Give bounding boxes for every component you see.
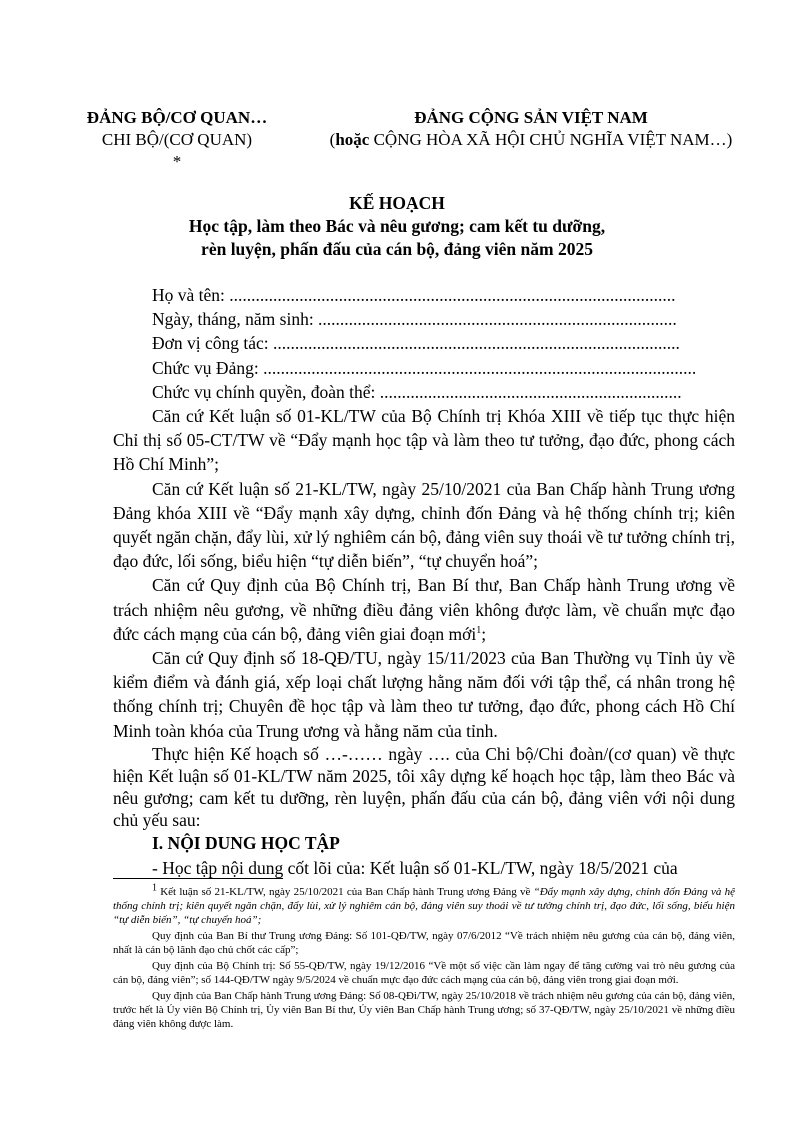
header-right: [290, 107, 772, 151]
basis-paragraph-3-text: Căn cứ Quy định của Bộ Chính trị, Ban Bí thư, Ban Chấp hành Trung ương về trách nhiệm nêu gương, về những điều đảng viên không được làm, về chuẩn mực đạo đức cách mạng của cán bộ, đảng viên giai đoạn mới: [113, 575, 735, 644]
subtitle-republic-name: CỘNG HÒA XÃ HỘI CHỦ NGHĨA VIỆT NAM…): [369, 130, 733, 149]
party-cell-name: CHI BỘ/(CƠ QUAN): [101, 130, 253, 149]
subtitle-open-paren: (: [329, 130, 336, 149]
national-subtitle: [290, 129, 772, 151]
field-work-unit: Đơn vị công tác: .............................................................................................: [152, 333, 680, 354]
title-line-3: rèn luyện, phấn đấu của cán bộ, đảng viên năm 2025: [201, 239, 593, 259]
field-government-position: Chức vụ chính quyền, đoàn thể: .....................................................................: [152, 381, 682, 402]
footnote-separator: [113, 878, 283, 879]
footnote-1: [113, 882, 735, 927]
document-title: [100, 192, 694, 261]
footnote-ref-1[interactable]: 1: [476, 625, 482, 637]
basis-paragraph-3-end: ;: [481, 623, 487, 644]
header-left: [60, 107, 294, 173]
footnote-2: Quy định của Ban Bí thư Trung ương Đảng: Số 101-QĐ/TW, ngày 07/6/2012 “Về trách nhiệm nêu gương của cán bộ, đảng viên, nhất là cán bộ lãnh đạo chủ chốt các cấp”;: [113, 930, 735, 956]
field-full-name: Họ và tên: ......................................................................................................: [152, 285, 676, 305]
implementation-paragraph: Thực hiện Kế hoạch số …-…… ngày …. của Chi bộ/Chi đoàn/(cơ quan) về thực hiện Kết luận số 01-KL/TW năm 2025, tôi xây dựng kế hoạch học tập, làm theo Bác và nêu gương; cam kết tu dưỡng, rèn luyện, phấn đấu của cán bộ, đảng viên với nội dung chủ yếu sau:: [113, 743, 735, 830]
basis-paragraph-3: [113, 573, 735, 646]
footnote-4: Quy định của Ban Chấp hành Trung ương Đảng: Số 08-QĐi/TW, ngày 25/10/2018 về trách nhiệm nêu gương của cán bộ, đảng viên, trước hết là Ủy viên Bộ Chính trị, Ủy viên Ban Bí thư, Ủy viên Ban Chấp hành Trung ương; số 37-QĐ/TW, ngày 25/10/2021 về những điều đảng viên không được làm.: [113, 990, 735, 1030]
national-title: ĐẢNG CỘNG SẢN VIỆT NAM: [414, 108, 648, 127]
party-committee-name: ĐẢNG BỘ/CƠ QUAN…: [86, 108, 268, 127]
field-date-of-birth: Ngày, tháng, năm sinh: ..................................................................................: [152, 309, 677, 330]
subtitle-or-word: hoặc: [335, 130, 370, 149]
title-line-2: Học tập, làm theo Bác và nêu gương; cam kết tu dưỡng,: [188, 216, 606, 236]
basis-paragraph-1: Căn cứ Kết luận số 01-KL/TW của Bộ Chính trị Khóa XIII về tiếp tục thực hiện Chỉ thị số 05-CT/TW về “Đẩy mạnh học tập và làm theo tư tưởng, đạo đức, phong cách Hồ Chí Minh”;: [113, 406, 735, 475]
basis-paragraph-4: Căn cứ Quy định số 18-QĐ/TU, ngày 15/11/2023 của Ban Thường vụ Tỉnh ủy về kiểm điểm và đánh giá, xếp loại chất lượng hằng năm đối với tập thể, cá nhân trong hệ thống chính trị; Chuyên đề học tập và làm theo tư tưởng, đạo đức, phong cách Hồ Chí Minh toàn khóa của Trung ương và hằng năm của tỉnh.: [113, 648, 735, 741]
footnote-1-text: Kết luận số 21-KL/TW, ngày 25/10/2021 của Ban Chấp hành Trung ương Đảng về: [157, 886, 534, 898]
field-party-position: Chức vụ Đảng: ...................................................................................................: [152, 357, 697, 378]
footnote-1-marker: 1: [152, 882, 157, 894]
header-star: *: [172, 152, 182, 171]
title-heading: KẾ HOẠCH: [349, 193, 445, 213]
footnote-1-quote: “Đẩy mạnh xây dựng, chỉnh đốn Đảng và hệ thống chính trị; kiên quyết ngăn chặn, đẩy lùi, xử lý nghiêm cán bộ, đảng viên suy thoái về tư tưởng chính trị, đạo đức, lối sống, biểu hiện “tự diễn biến”, “tự chuyển hoá”;: [113, 886, 735, 926]
footnote-3: Quy định của Bộ Chính trị: Số 55-QĐ/TW, ngày 19/12/2016 “Về một số việc cần làm ngay để tăng cường vai trò nêu gương của cán bộ, đảng viên”; số 144-QĐ/TW ngày 9/5/2024 về chuẩn mực đạo đức cách mạng của cán bộ, đảng viên trong giai đoạn mới.: [113, 960, 735, 986]
basis-paragraph-2: Căn cứ Kết luận số 21-KL/TW, ngày 25/10/2021 của Ban Chấp hành Trung ương Đảng khóa XIII về “Đẩy mạnh xây dựng, chỉnh đốn Đảng và hệ thống chính trị; kiên quyết ngăn chặn, đẩy lùi, xử lý nghiêm cán bộ, đảng viên suy thoái về tư tưởng chính trị, đạo đức, lối sống, biểu hiện “tự diễn biến”, “tự chuyển hoá”;: [113, 478, 735, 572]
document-body: [113, 283, 735, 880]
footnotes: [113, 882, 735, 1033]
section-heading-study-content: I. NỘI DUNG HỌC TẬP: [152, 832, 340, 853]
study-item-1: - Học tập nội dung cốt lõi của: Kết luận số 01-KL/TW, ngày 18/5/2021 của: [152, 857, 678, 878]
